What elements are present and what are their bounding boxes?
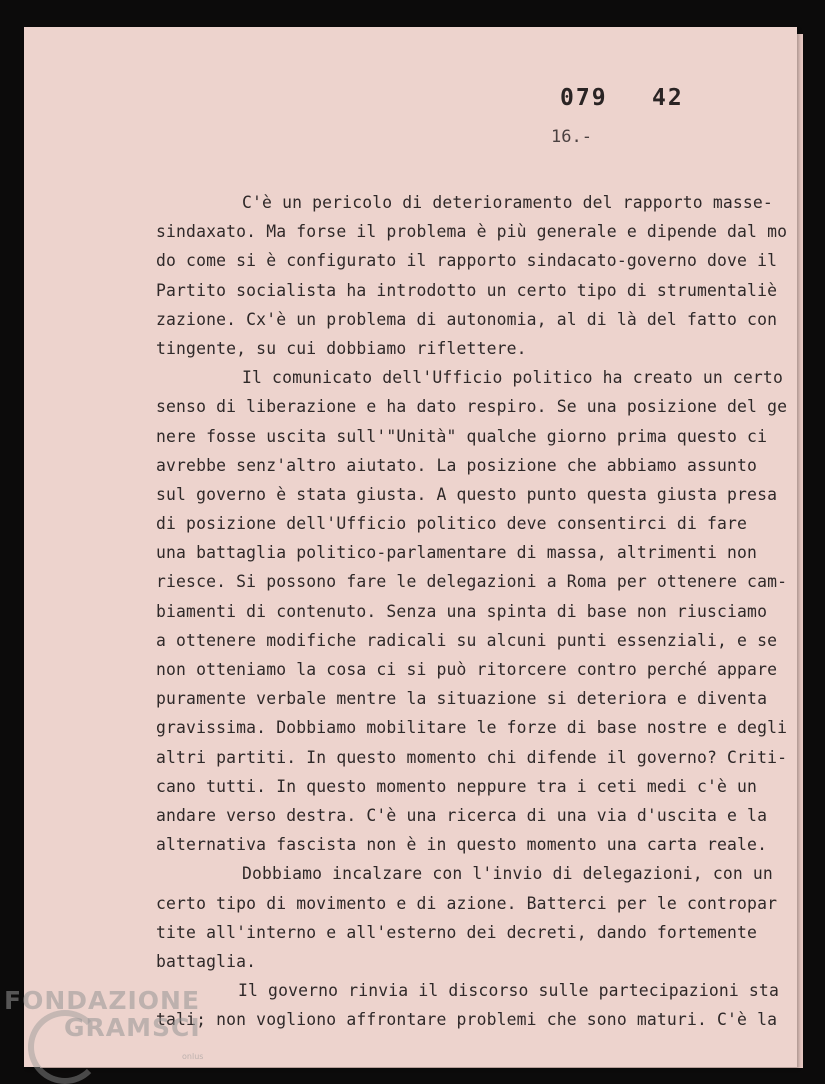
text-line: Il comunicato dell'Ufficio politico ha creato un certo [242, 368, 783, 388]
text-line: biamenti di contenuto. Senza una spinta di base non riusciamo [156, 601, 768, 621]
text-line: altri partiti. In questo momento chi difende il governo? Criti- [156, 747, 788, 767]
text-line: tingente, su cui dobbiamo riflettere. [156, 338, 527, 358]
text-line: riesce. Si possono fare le delegazioni a Roma per ottenere cam- [156, 572, 788, 592]
text-line: tite all'interno e all'esterno dei decreti, dando fortemente [156, 922, 758, 942]
text-line: Il governo rinvia il discorso sulle partecipazioni sta [238, 981, 779, 1001]
text-line: a ottenere modifiche radicali su alcuni punti essenziali, e se [156, 630, 778, 650]
text-line: di posizione dell'Ufficio politico deve consentirci di fare [156, 514, 748, 534]
text-line: andare verso destra. C'è una ricerca di una via d'uscita e la [156, 805, 768, 825]
sheet-number: 42 [652, 85, 684, 111]
text-line: sul governo è stata giusta. A questo punto questa giusta presa [156, 484, 778, 504]
watermark-line1: FONDAZIONE [4, 986, 201, 1015]
document-page [24, 27, 797, 1067]
text-line: gravissima. Dobbiamo mobilitare le forze di base nostre e degli [156, 718, 788, 738]
text-line: certo tipo di movimento e di azione. Batterci per le contropar [156, 893, 778, 913]
text-line: nere fosse uscita sull'"Unità" qualche giorno prima questo ci [156, 426, 768, 446]
text-line: Partito socialista ha introdotto un certo tipo di strumentaliè [156, 280, 778, 300]
text-line: alternativa fascista non è in questo momento una carta reale. [156, 835, 768, 855]
watermark-sub: onlus [182, 1052, 204, 1061]
text-line: cano tutti. In questo momento neppure tra i ceti medi c'è un [156, 776, 758, 796]
text-line: avrebbe senz'altro aiutato. La posizione che abbiamo assunto [156, 455, 758, 475]
text-line: non otteniamo la cosa ci si può ritorcere contro perché appare [156, 660, 778, 679]
text-line: zazione. Cx'è un problema di autonomia, al di là del fatto con [156, 309, 778, 329]
text-line: do come si è configurato il rapporto sindacato-governo dove il [156, 251, 778, 271]
text-line: sindaxato. Ma forse il problema è più generale e dipende dal mo [156, 222, 788, 242]
typed-text [156, 188, 788, 1034]
text-line: una battaglia politico-parlamentare di massa, altrimenti non [156, 543, 758, 563]
text-line: senso di liberazione e ha dato respiro. Se una posizione del ge [156, 397, 788, 417]
text-line: C'è un pericolo di deterioramento del rapporto masse- [242, 193, 773, 212]
text-line: tali; non vogliono affrontare problemi che sono maturi. C'è la [156, 1010, 778, 1030]
watermark-line2: GRAMSCI [64, 1013, 201, 1042]
archive-number: 079 [560, 85, 608, 111]
text-line: Dobbiamo incalzare con l'invio di delegazioni, con un [242, 864, 773, 884]
page-marker: 16.- [551, 127, 592, 147]
watermark-logo [4, 988, 201, 1040]
text-line: battaglia. [156, 951, 257, 971]
text-line: puramente verbale mentre la situazione si deteriora e diventa [156, 689, 768, 709]
